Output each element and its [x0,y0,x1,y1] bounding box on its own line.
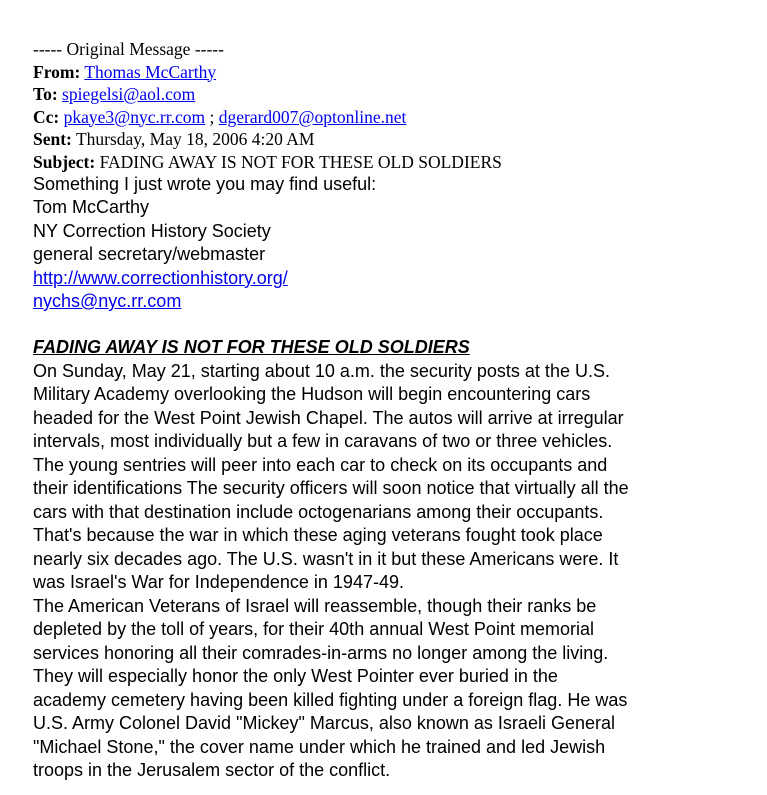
article-line: "Michael Stone," the cover name under which he trained and led Jewish [33,736,606,757]
article-body [33,360,733,783]
website-link[interactable]: http://www.correctionhistory.org/ [33,267,288,288]
subject-label: Subject: [33,151,96,172]
cc-row [33,106,733,129]
signature-email-row [33,290,733,313]
to-link[interactable]: spiegelsi@aol.com [62,84,196,104]
cc-label: Cc: [33,106,60,127]
signature-url-row [33,267,733,290]
article-line: troops in the Jerusalem sector of the conflict. [33,760,391,781]
article-line: That's because the war in which these aging veterans fought took place [33,525,603,546]
signature-name: Tom McCarthy [33,197,150,218]
article-line: cars with that destination include octogenarians among their occupants. [33,501,604,522]
sent-value: Thursday, May 18, 2006 4:20 AM [75,129,315,149]
article-line: nearly six decades ago. The U.S. wasn't in it but these Americans were. It [33,548,619,569]
article-line: On Sunday, May 21, starting about 10 a.m. the security posts at the U.S. [33,360,610,381]
article-line: services honoring all their comrades-in-arms no longer among the living. [33,642,609,663]
signature-org: NY Correction History Society [33,220,271,241]
article-line: They will especially honor the only West Pointer ever buried in the [33,666,558,687]
from-link[interactable]: Thomas McCarthy [84,61,217,82]
email-document [33,38,733,783]
cc-link-2[interactable]: dgerard007@optonline.net [218,106,407,127]
from-row [33,61,733,84]
article-line: academy cemetery having been killed fighting under a foreign flag. He was [33,689,628,710]
article-line: their identifications The security officers will soon notice that virtually all the [33,478,629,499]
subject-value: FADING AWAY IS NOT FOR THESE OLD SOLDIERS [99,151,502,172]
original-message-divider: ----- Original Message ----- [33,39,224,59]
sent-label: Sent: [33,129,72,149]
article-line: depleted by the toll of years, for their 40th annual West Point memorial [33,619,594,640]
cc-separator: ; [205,106,219,127]
article-line: The young sentries will peer into each car to check on its occupants and [33,454,608,475]
cc-link-1[interactable]: pkaye3@nyc.rr.com [63,106,206,127]
article-line: Military Academy overlooking the Hudson will begin encountering cars [33,384,591,405]
spacer [33,313,733,336]
signature-role: general secretary/webmaster [33,244,266,265]
intro-line: Something I just wrote you may find useful: [33,174,377,194]
article-line: was Israel's War for Independence in 1947-49. [33,572,404,593]
article-line: The American Veterans of Israel will reassemble, though their ranks be [33,595,597,616]
to-label: To: [33,84,58,104]
subject-row [33,151,733,174]
email-link[interactable]: nychs@nyc.rr.com [33,291,182,312]
article-line: U.S. Army Colonel David "Mickey" Marcus, also known as Israeli General [33,713,615,734]
article-title: FADING AWAY IS NOT FOR THESE OLD SOLDIERS [33,337,470,358]
sent-row [33,128,733,151]
article-line: intervals, most individually but a few in caravans of two or three vehicles. [33,431,613,452]
to-row [33,83,733,106]
article-line: headed for the West Point Jewish Chapel. The autos will arrive at irregular [33,407,624,428]
from-label: From: [33,61,81,82]
